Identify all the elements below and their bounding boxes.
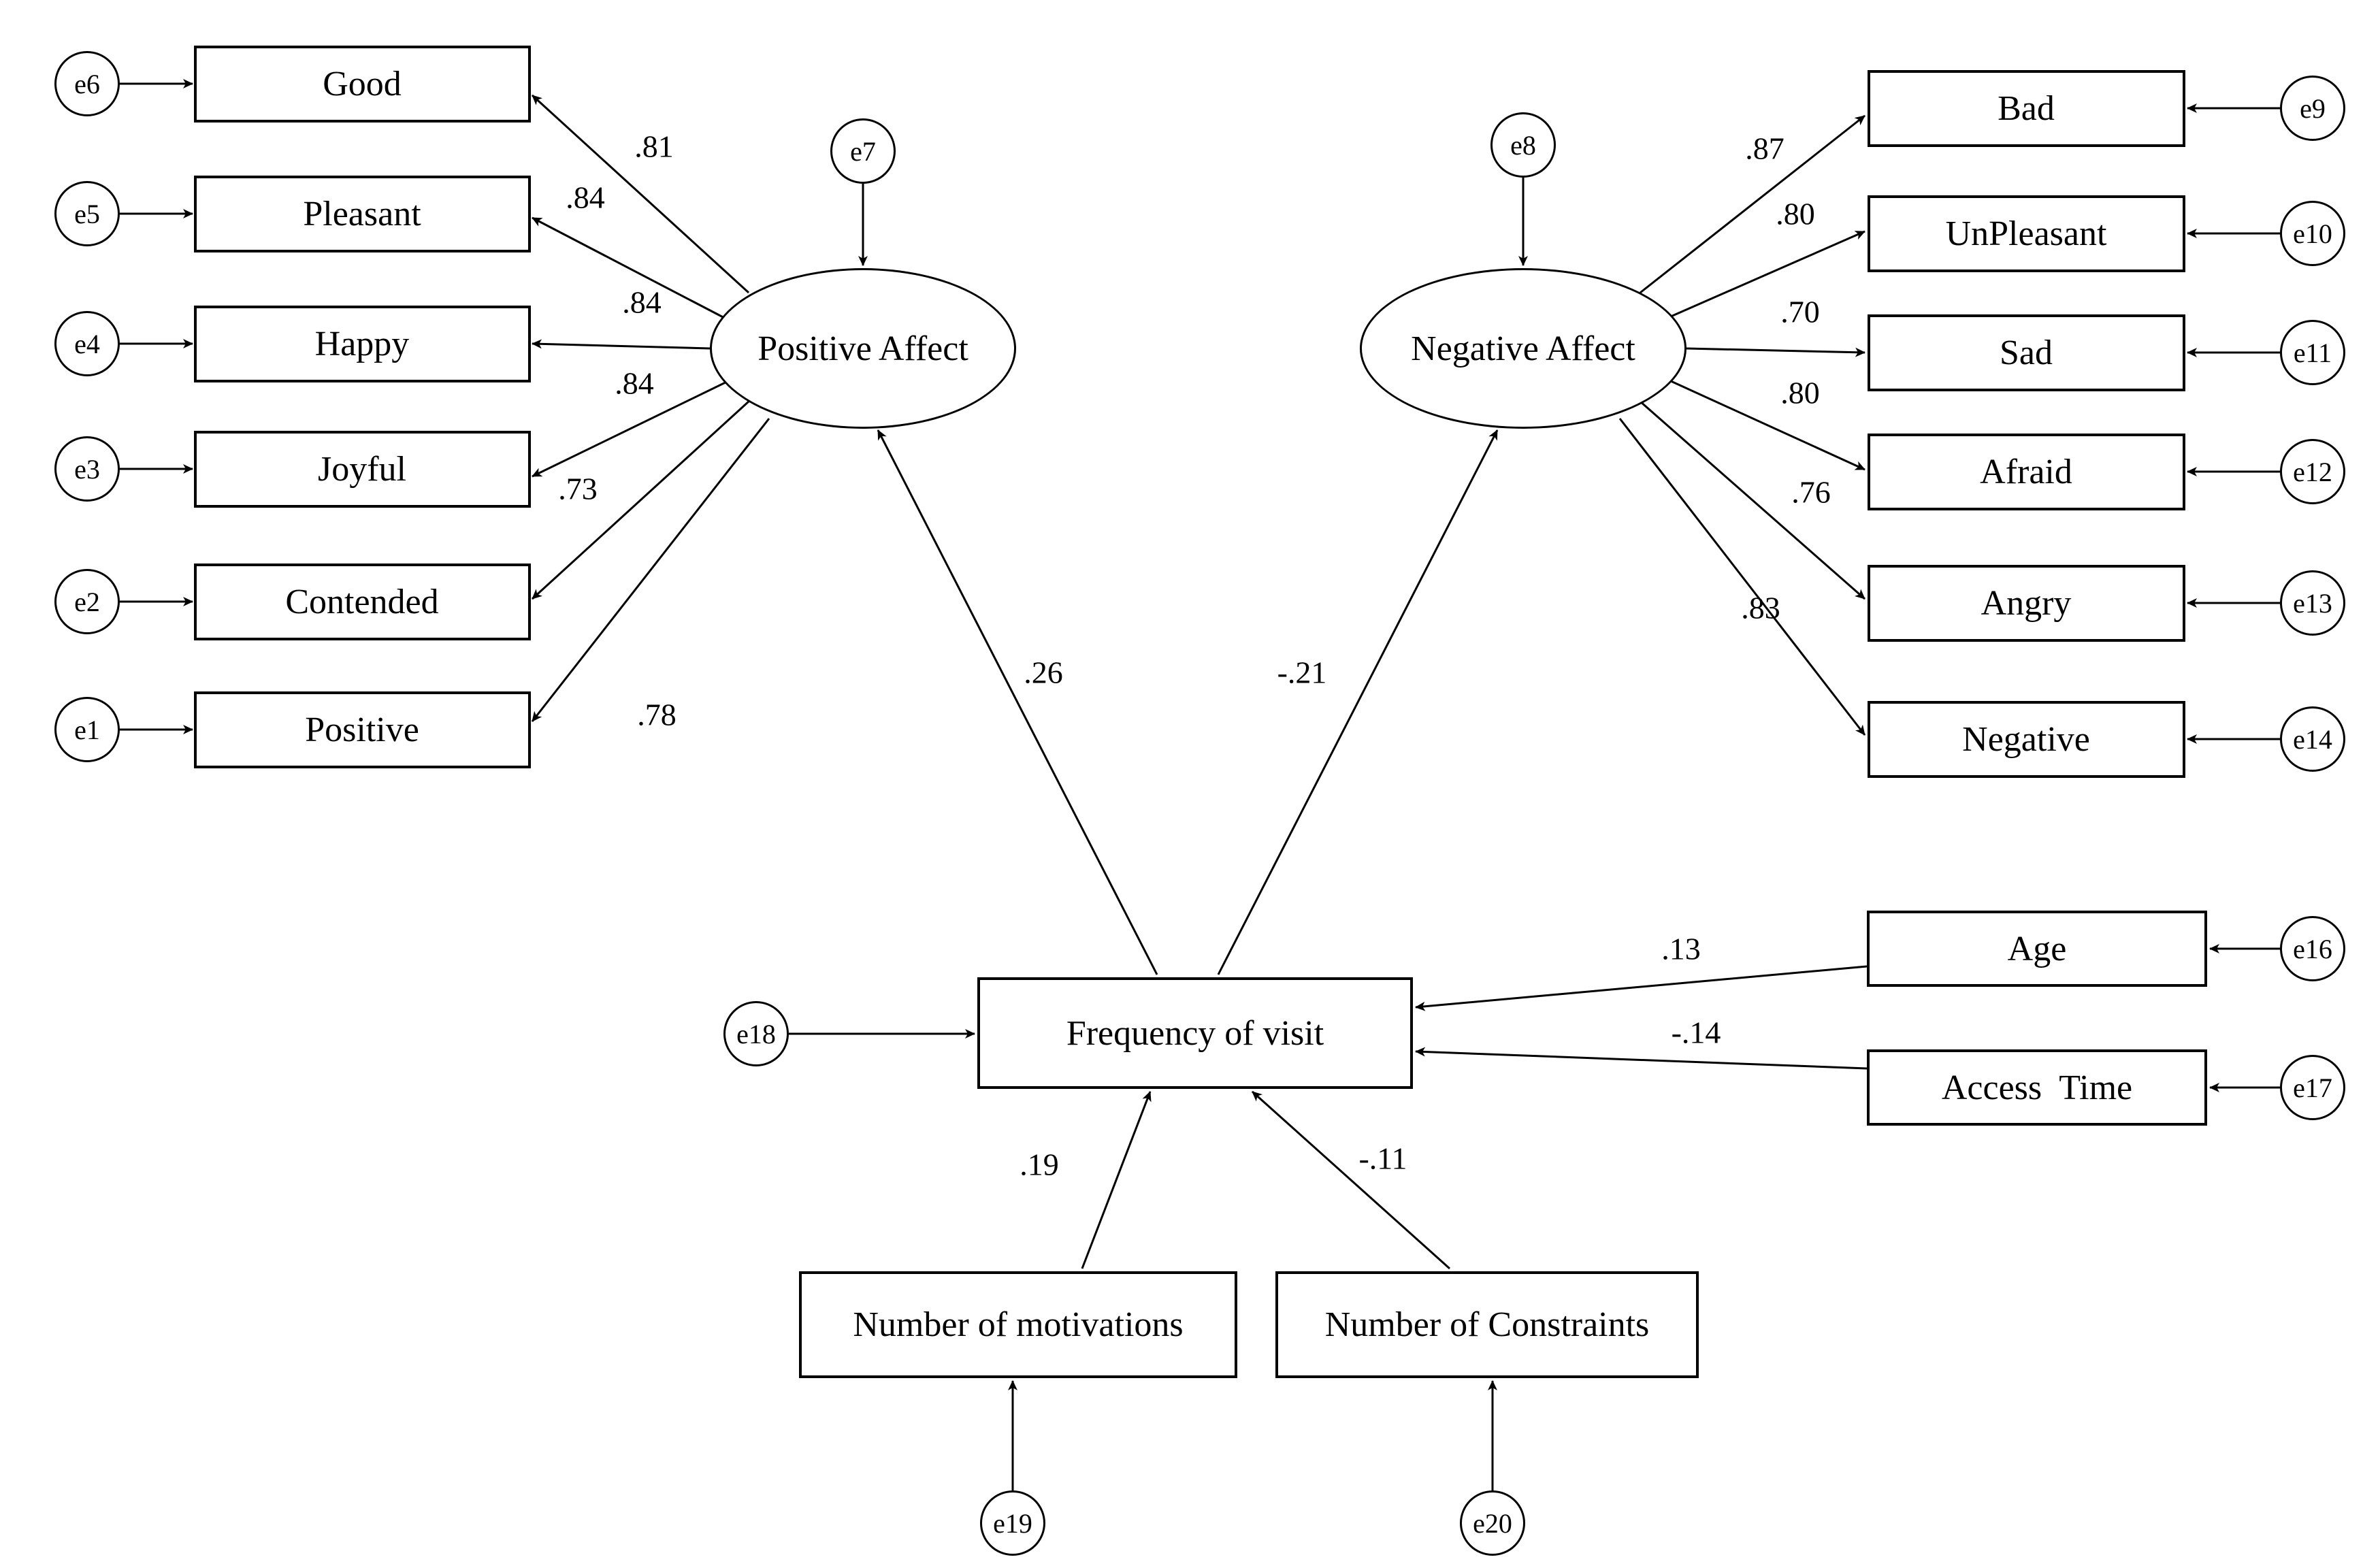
err-e14: e14 [2280, 706, 2345, 772]
box-motivations: Number of motivations [799, 1271, 1237, 1378]
box-angry: Angry [1868, 565, 2185, 642]
box-joyful: Joyful [194, 431, 531, 508]
arrow-na-angry [1640, 402, 1865, 599]
arrow-access-freq [1416, 1051, 1867, 1068]
err-e4: e4 [54, 311, 120, 376]
err-e11: e11 [2280, 320, 2345, 385]
err-e3: e3 [54, 436, 120, 502]
coefficient-label-pa-good: .81 [634, 129, 674, 164]
box-frequency: Frequency of visit [977, 977, 1413, 1089]
box-good: Good [194, 46, 531, 122]
err-e12: e12 [2280, 439, 2345, 504]
arrow-na-afraid [1671, 381, 1865, 470]
coefficient-label-age-freq: .13 [1661, 931, 1701, 966]
arrow-age-freq [1416, 966, 1867, 1007]
err-e19: e19 [980, 1490, 1045, 1556]
arrow-pa-positive [532, 419, 769, 721]
box-happy: Happy [194, 306, 531, 382]
err-e5: e5 [54, 181, 120, 246]
coefficient-label-pa-joyful: .84 [615, 365, 654, 401]
latent-positive-affect: Positive Affect [710, 268, 1016, 429]
err-e16: e16 [2280, 916, 2345, 981]
coefficient-label-pa-pleasant: .84 [566, 180, 605, 215]
box-pleasant: Pleasant [194, 176, 531, 252]
arrow-na-negative [1620, 419, 1865, 735]
coefficient-label-na-angry: .76 [1791, 474, 1831, 510]
coefficient-label-constr-freq: -.11 [1358, 1141, 1407, 1176]
coefficient-label-freq-pa: .26 [1024, 655, 1063, 690]
coefficient-label-pa-positive: .78 [637, 697, 677, 732]
err-e1: e1 [54, 697, 120, 762]
coefficient-label-na-negative: .83 [1741, 590, 1780, 625]
coefficient-label-freq-na: -.21 [1277, 655, 1327, 690]
arrow-na-sad [1686, 348, 1865, 353]
box-constraints: Number of Constraints [1275, 1271, 1699, 1378]
coefficient-label-pa-contended: .73 [558, 471, 598, 506]
arrow-freq-pa [878, 430, 1157, 975]
arrow-na-unpleasant [1671, 231, 1865, 316]
box-bad: Bad [1868, 70, 2185, 147]
box-unpleasant: UnPleasant [1868, 195, 2185, 272]
box-access-time: Access Time [1867, 1049, 2207, 1126]
coefficient-label-na-bad: .87 [1745, 131, 1785, 166]
coefficient-label-motiv-freq: .19 [1020, 1147, 1059, 1182]
coefficient-label-na-afraid: .80 [1780, 375, 1820, 410]
err-e10: e10 [2280, 201, 2345, 266]
box-sad: Sad [1868, 314, 2185, 391]
arrow-motiv-freq [1082, 1092, 1150, 1269]
err-e13: e13 [2280, 570, 2345, 636]
coefficient-label-na-sad: .70 [1780, 294, 1820, 329]
err-e18: e18 [723, 1001, 789, 1066]
box-positive: Positive [194, 691, 531, 768]
arrow-pa-good [532, 95, 749, 293]
box-negative: Negative [1868, 701, 2185, 778]
arrow-pa-happy [532, 344, 710, 348]
coefficient-label-access-freq: -.14 [1671, 1015, 1721, 1050]
err-e7: e7 [830, 118, 896, 184]
err-e2: e2 [54, 569, 120, 634]
err-e6: e6 [54, 51, 120, 116]
box-age: Age [1867, 911, 2207, 987]
coefficient-label-na-unpleasant: .80 [1776, 196, 1815, 231]
err-e17: e17 [2280, 1055, 2345, 1120]
box-contended: Contended [194, 564, 531, 640]
latent-negative-affect: Negative Affect [1360, 268, 1686, 429]
arrow-freq-na [1218, 430, 1497, 975]
err-e20: e20 [1460, 1490, 1525, 1556]
err-e9: e9 [2280, 76, 2345, 141]
box-afraid: Afraid [1868, 434, 2185, 510]
coefficient-label-pa-happy: .84 [622, 284, 662, 320]
arrow-constr-freq [1252, 1092, 1450, 1269]
err-e8: e8 [1490, 112, 1556, 178]
